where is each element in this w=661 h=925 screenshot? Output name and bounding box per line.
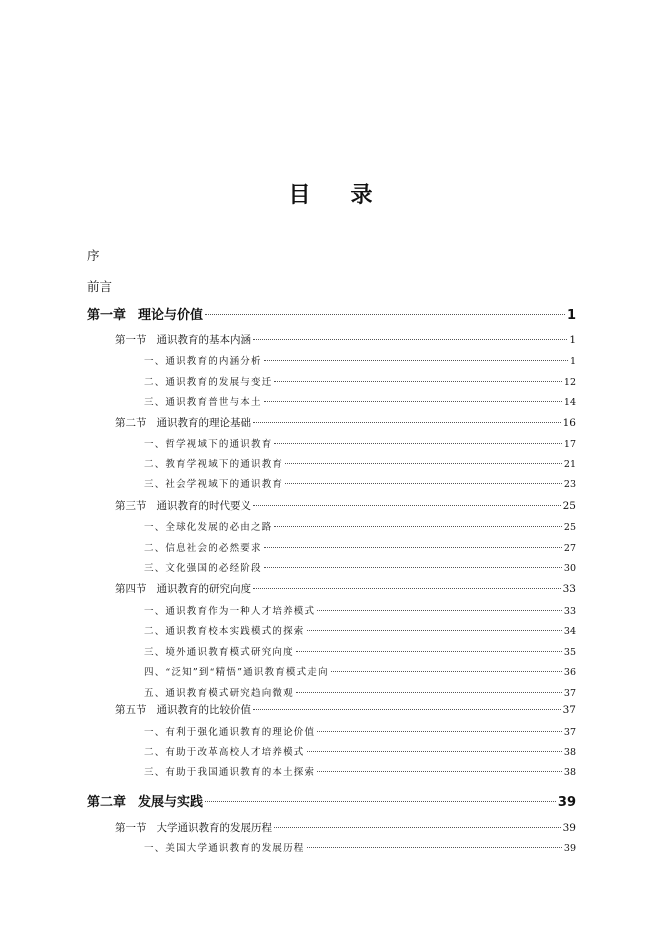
dot-leader: [285, 463, 562, 464]
dot-leader: [274, 526, 561, 527]
toc-entry-number: 一、: [144, 439, 166, 450]
toc-sub-row[interactable]: [144, 519, 576, 533]
toc-entry-page: 37: [562, 704, 576, 716]
toc-sub-row[interactable]: [144, 456, 576, 470]
toc-entry-title: 通识教育的基本内涵: [156, 334, 251, 346]
toc-sub-row[interactable]: [144, 724, 576, 738]
toc-entry-page: 36: [563, 667, 576, 678]
toc-entry-label: [87, 304, 203, 323]
toc-sub-row[interactable]: [144, 353, 576, 367]
dot-leader: [285, 483, 562, 484]
toc-entry-label: [144, 623, 305, 637]
toc-sub-row[interactable]: [144, 840, 576, 854]
toc-entry-number: 第一节: [115, 334, 147, 346]
dot-leader: [307, 630, 562, 631]
toc-entry-title: 通识教育作为一种人才培养模式: [165, 606, 316, 617]
toc-entry-title: “泛知”到“精悟”通识教育模式走向: [165, 667, 329, 678]
dot-leader: [317, 771, 562, 772]
toc-sub-row[interactable]: [144, 764, 576, 778]
toc-entry-page: 1: [569, 334, 576, 346]
toc-entry-page: 35: [563, 647, 576, 658]
toc-entry-page: 23: [563, 479, 576, 490]
toc-section-row[interactable]: [115, 498, 576, 513]
dot-leader: [274, 443, 561, 444]
toc-entry-label: [144, 664, 329, 678]
toc-entry-label: [144, 540, 262, 554]
dot-leader: [264, 360, 568, 361]
toc-entry-label: [144, 744, 305, 758]
toc-entry-label: [144, 353, 262, 367]
dot-leader: [205, 801, 556, 802]
toc-entry-number: 一、: [144, 727, 166, 738]
toc-entry-title: 全球化发展的必由之路: [165, 522, 273, 533]
toc-entry-title: 通识教育的理论基础: [156, 417, 251, 429]
toc-entry-label: [144, 764, 315, 778]
dot-leader: [253, 422, 561, 423]
toc-entry-number: 第四节: [115, 583, 147, 595]
toc-entry-number: 三、: [144, 479, 166, 490]
toc-entry-page: 38: [563, 767, 576, 778]
toc-entry-number: 二、: [144, 459, 166, 470]
toc-entry-page: 1: [569, 356, 576, 367]
toc-sub-row[interactable]: [144, 394, 576, 408]
dot-leader: [274, 827, 561, 828]
toc-entry-number: 四、: [144, 667, 166, 678]
toc-sub-row[interactable]: [144, 603, 576, 617]
toc-entry-title: 通识教育的研究向度: [156, 583, 251, 595]
toc-section-row[interactable]: [115, 332, 576, 347]
toc-entry-page: 21: [563, 459, 576, 470]
toc-entry-page: 25: [563, 522, 576, 533]
toc-entry-page: 16: [562, 417, 576, 429]
toc-entry-title: 通识教育普世与本土: [165, 397, 262, 408]
toc-entry-label: [144, 644, 294, 658]
toc-entry-number: 一、: [144, 356, 166, 367]
toc-entry-label: [115, 415, 251, 430]
toc-sub-row[interactable]: [144, 436, 576, 450]
toc-entry-page: 14: [563, 397, 576, 408]
toc-entry-number: 第一章: [87, 308, 127, 323]
dot-leader: [253, 505, 561, 506]
dot-leader: [253, 339, 567, 340]
toc-entry-label: [115, 820, 272, 835]
dot-leader: [331, 671, 562, 672]
toc-entry-number: 一、: [144, 522, 166, 533]
toc-entry-label: [115, 332, 251, 347]
toc-entry-label: [87, 791, 203, 810]
dot-leader: [264, 567, 562, 568]
toc-entry-page: 39: [563, 843, 576, 854]
toc-entry-label: [144, 724, 315, 738]
toc-entry-title: 通识教育校本实践模式的探索: [165, 626, 305, 637]
toc-entry-number: 二、: [144, 747, 166, 758]
toc-entry-number: 二、: [144, 377, 166, 388]
toc-sub-row[interactable]: [144, 644, 576, 658]
toc-entry-page: 39: [557, 795, 576, 810]
toc-entry-title: 信息社会的必然要求: [165, 543, 262, 554]
toc-entry-title: 有助于改革高校人才培养模式: [165, 747, 305, 758]
toc-sub-row[interactable]: [144, 623, 576, 637]
toc-entry-title: 美国大学通识教育的发展历程: [165, 843, 305, 854]
toc-sub-row[interactable]: [144, 664, 576, 678]
toc-section-row[interactable]: [115, 702, 576, 717]
dot-leader: [317, 610, 562, 611]
toc-entry-title: 通识教育的时代要义: [156, 500, 251, 512]
toc-entry-label: [144, 476, 283, 490]
toc-sub-row[interactable]: [144, 476, 576, 490]
toc-entry-page: 38: [563, 747, 576, 758]
toc-entry-page: 30: [563, 563, 576, 574]
toc-section-row[interactable]: [115, 415, 576, 430]
toc-entry-number: 三、: [144, 767, 166, 778]
toc-entry-title: 文化强国的必经阶段: [165, 563, 262, 574]
dot-leader: [253, 588, 561, 589]
toc-entry-title: 通识教育的内涵分析: [165, 356, 262, 367]
toc-entry-page: 33: [562, 583, 576, 595]
toc-entry-page: 39: [562, 822, 576, 834]
toc-chapter-row[interactable]: [87, 791, 576, 810]
toc-entry-label: [144, 436, 272, 450]
title-char-1: 目: [288, 182, 311, 208]
toc-entry-page: 34: [563, 626, 576, 637]
toc-entry-title: 有助于我国通识教育的本土探索: [165, 767, 316, 778]
dot-leader: [296, 692, 562, 693]
toc-entry-number: 三、: [144, 397, 166, 408]
dot-leader: [296, 651, 562, 652]
toc-entry-title: 发展与实践: [138, 795, 204, 810]
toc-entry-label: [144, 603, 315, 617]
title-char-2: 录: [350, 182, 373, 208]
toc-entry-number: 三、: [144, 563, 166, 574]
toc-section-row[interactable]: [115, 820, 576, 835]
dot-leader: [317, 731, 562, 732]
toc-sub-row[interactable]: [144, 374, 576, 388]
toc-entry-title: 通识教育模式研究趋向微观: [165, 688, 294, 699]
toc-entry-page: 27: [563, 543, 576, 554]
toc-entry-page: 37: [563, 688, 576, 699]
toc-entry-number: 一、: [144, 843, 166, 854]
toc-entry-label: [115, 581, 251, 596]
toc-entry-title: 通识教育的发展与变迁: [165, 377, 273, 388]
dot-leader: [205, 314, 565, 315]
toc-entry-number: 第五节: [115, 704, 147, 716]
toc-entry-label: [144, 560, 262, 574]
toc-sub-row[interactable]: [144, 685, 576, 699]
toc-entry-label: [144, 840, 305, 854]
toc-entry-label: [144, 519, 272, 533]
toc-entry-title: 通识教育的比较价值: [156, 704, 251, 716]
toc-entry-number: 第三节: [115, 500, 147, 512]
page-title: [0, 178, 661, 209]
toc-entry-page: 37: [563, 727, 576, 738]
dot-leader: [307, 847, 562, 848]
toc-entry-number: 第二节: [115, 417, 147, 429]
toc-entry-number: 第二章: [87, 795, 127, 810]
toc-entry-title: 有利于强化通识教育的理论价值: [165, 727, 316, 738]
toc-foreword[interactable]: 前言: [87, 279, 113, 294]
toc-chapter-row[interactable]: [87, 304, 576, 323]
toc-sub-row[interactable]: [144, 540, 576, 554]
toc-entry-title: 社会学视域下的通识教育: [165, 479, 284, 490]
toc-entry-page: 33: [563, 606, 576, 617]
toc-entry-label: [144, 394, 262, 408]
dot-leader: [253, 709, 561, 710]
toc-entry-title: 教育学视域下的通识教育: [165, 459, 284, 470]
toc-preface[interactable]: 序: [87, 248, 100, 263]
dot-leader: [264, 547, 562, 548]
dot-leader: [307, 751, 562, 752]
toc-entry-label: [144, 456, 283, 470]
toc-entry-page: 25: [562, 500, 576, 512]
toc-entry-title: 大学通识教育的发展历程: [156, 822, 272, 834]
toc-entry-label: [144, 374, 272, 388]
dot-leader: [274, 381, 561, 382]
toc-entry-number: 三、: [144, 647, 166, 658]
toc-entry-title: 哲学视域下的通识教育: [165, 439, 273, 450]
toc-entry-page: 17: [563, 439, 576, 450]
toc-entry-title: 境外通识教育模式研究向度: [165, 647, 294, 658]
toc-sub-row[interactable]: [144, 560, 576, 574]
toc-sub-row[interactable]: [144, 744, 576, 758]
dot-leader: [264, 401, 562, 402]
toc-entry-title: 理论与价值: [138, 308, 204, 323]
toc-entry-number: 二、: [144, 626, 166, 637]
toc-entry-page: 1: [566, 308, 576, 323]
toc-entry-number: 二、: [144, 543, 166, 554]
toc-entry-number: 一、: [144, 606, 166, 617]
toc-section-row[interactable]: [115, 581, 576, 596]
toc-entry-page: 12: [563, 377, 576, 388]
toc-entry-label: [115, 498, 251, 513]
toc-entry-number: 第一节: [115, 822, 147, 834]
toc-entry-label: [115, 702, 251, 717]
toc-entry-label: [144, 685, 294, 699]
toc-entry-number: 五、: [144, 688, 166, 699]
